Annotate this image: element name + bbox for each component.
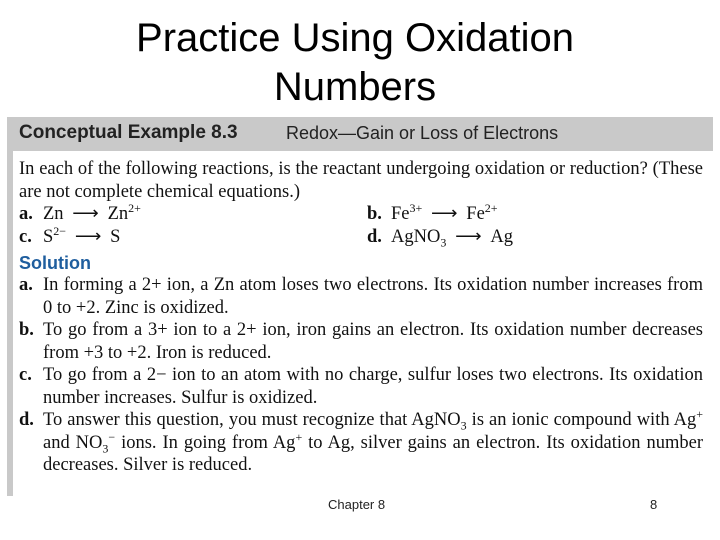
footer-chapter: Chapter 8 [328, 497, 386, 512]
solution-a: a. In forming a 2+ ion, a Zn atom loses two electrons. Its oxidation number increases from 0 to +2. Zinc is oxidized. [19, 275, 703, 318]
question-text: In each of the following reactions, is the reactant undergoing oxidation or reduction? (These are not complete chemical equations.) [19, 159, 703, 202]
example-header-subtitle: Redox—Gain or Loss of Electrons [286, 123, 559, 143]
example-header-title: Conceptual Example 8.3 [19, 122, 238, 143]
slide-title-line1: Practice Using Oxidation [136, 16, 574, 60]
arrow-icon: ⟶ [455, 226, 482, 247]
reaction-row-cd [19, 223, 703, 250]
arrow-icon: ⟶ [431, 204, 458, 224]
solution-b: b. To go from a 3+ ion to a 2+ ion, iron gains an electron. Its oxidation number decreases from +3 to +2. Iron is reduced. [19, 320, 703, 363]
footer-page-number: 8 [650, 497, 658, 512]
reaction-b: b. $Fe^{3+}$ ⟶ $Fe^{2+}$ [367, 200, 498, 224]
reaction-a: a. Zn ⟶ $Zn^{2+}$ [19, 200, 141, 224]
arrow-icon: ⟶ [72, 204, 99, 224]
solution-d: d. To answer this question, you must recognize that AgNO$_3$ is an ionic compound with Ag+ and $NO_3^-$ ions. In going from Ag+ to Ag, silver gains an electron. Its oxidation number decreases. Silver is reduced. [19, 406, 703, 475]
solution-heading: Solution [19, 253, 91, 273]
reaction-c: c. $S^{2-}$ ⟶ S [19, 223, 121, 247]
conceptual-example-box [7, 117, 713, 496]
reaction-d: d. AgNO$_3$ ⟶ Ag [367, 226, 513, 250]
arrow-icon: ⟶ [74, 226, 102, 247]
example-header [7, 117, 713, 151]
solution-c: c. To go from a 2− ion to an atom with no charge, sulfur loses two electrons. Its oxidation number increases. Sulfur is oxidized. [19, 365, 703, 408]
slide-title-line2: Numbers [273, 65, 437, 109]
box-left-border [7, 117, 13, 496]
reaction-row-ab [19, 200, 703, 226]
slide-title [60, 14, 650, 112]
example-content [19, 158, 703, 477]
